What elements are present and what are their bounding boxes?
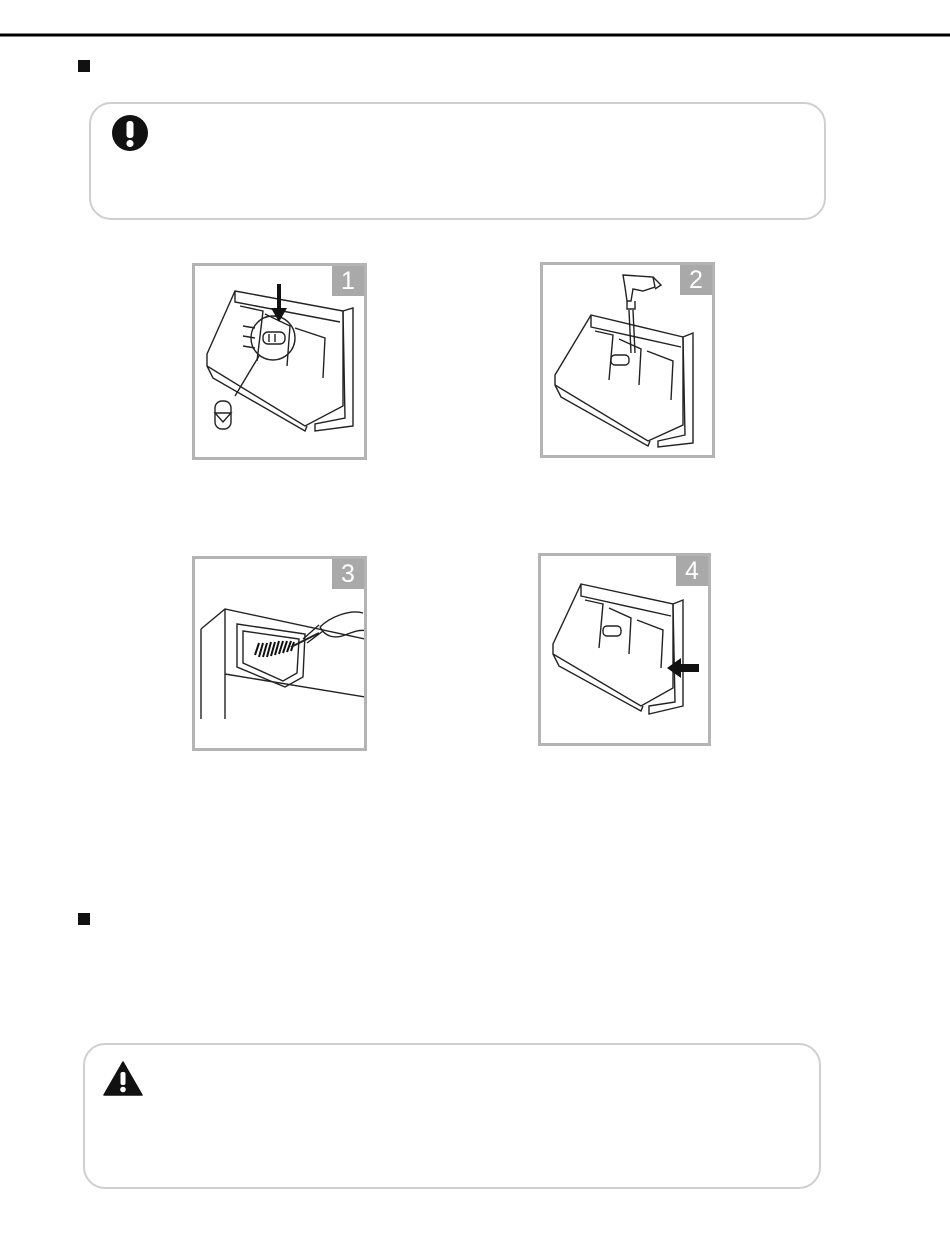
warning-box: [83, 1043, 821, 1189]
warning-triangle-icon: [103, 1061, 143, 1097]
step-panel-4: [538, 553, 711, 746]
step-number-3: 3: [332, 559, 364, 589]
step-number-4: 4: [676, 556, 708, 586]
section-bullet: [78, 60, 90, 72]
notice-box: [89, 102, 826, 220]
step-number-1: 1: [332, 266, 364, 296]
section-bullet: [78, 913, 90, 925]
exclamation-circle-icon: [111, 114, 149, 152]
step-panel-2: [540, 262, 715, 458]
top-rule: [0, 0, 950, 38]
step-panel-3: [192, 556, 367, 751]
step-panel-1: [192, 263, 367, 460]
step-number-2: 2: [680, 265, 712, 295]
